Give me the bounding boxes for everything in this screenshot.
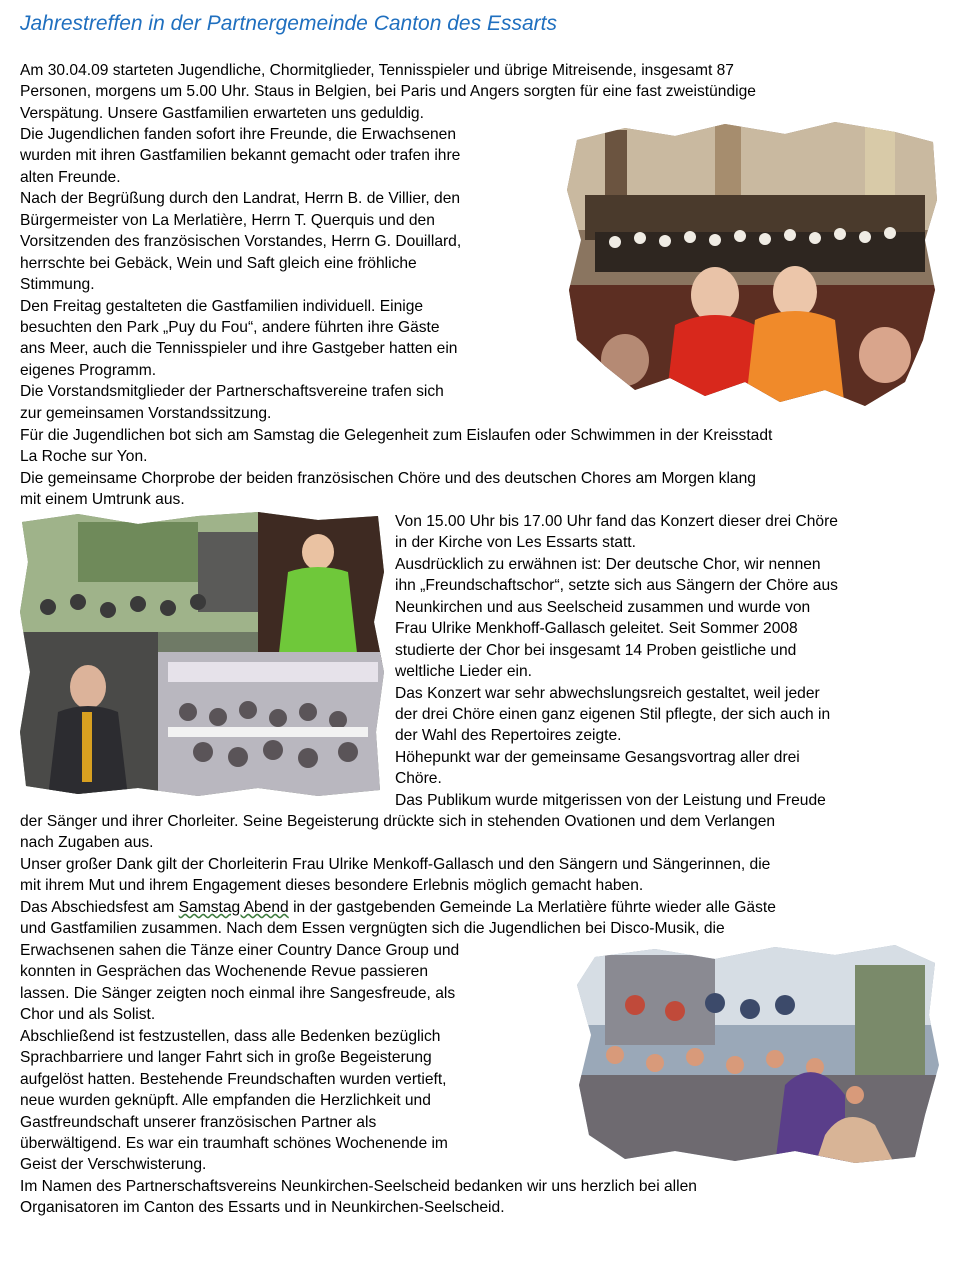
text-line: der drei Chöre einen ganz eigenen Stil pflegte, der sich auch in [395, 705, 831, 723]
text-line: Die gemeinsame Chorprobe der beiden französischen Chöre und des deutschen Chores am Morgen klang [20, 469, 756, 487]
text-line: Für die Jugendlichen bot sich am Samstag die Gelegenheit zum Eislaufen oder Schwimmen in der Kreisstadt [20, 427, 773, 444]
text-line [20, 897, 940, 918]
text-line: Die Vorstandsmitglieder der Partnerschaftsvereine trafen sich [20, 383, 444, 401]
text-line: besuchten den Park „Puy du Fou“, andere führten ihre Gäste [20, 318, 440, 336]
text-line: ihn „Freundschaftschor“, setzte sich aus Sängern der Chöre aus [395, 577, 838, 595]
text-line: und Gastfamilien zusammen. Nach dem Essen vergnügten sich die Jugendlichen bei Disco-Musik, die [20, 920, 725, 938]
text-line: Ausdrücklich zu erwähnen ist: Der deutsche Chor, wir nennen [395, 555, 821, 573]
text-line: weltliche Lieder ein. [395, 663, 532, 681]
text-line: Die Jugendlichen fanden sofort ihre Freunde, die Erwachsenen [20, 126, 457, 143]
closing-paragraph [20, 1176, 940, 1219]
text-line: La Roche sur Yon. [20, 448, 148, 466]
text-line: Am 30.04.09 starteten Jugendliche, Chormitglieder, Tennisspieler und übrige Mitreisende, insgesamt 87 [20, 62, 734, 79]
event-collage-photo [18, 512, 386, 797]
page-title: Jahrestreffen in der Partnergemeinde Canton des Essarts [20, 12, 557, 35]
text-line: Sprachbarriere und langer Fahrt sich in große Begeisterung [20, 1049, 432, 1067]
text-line: Frau Ulrike Menkhoff-Gallasch geleitet. Seit Sommer 2008 [395, 620, 798, 638]
text-line: Das Publikum wurde mitgerissen von der Leistung und Freude [395, 791, 826, 809]
intro-paragraph [20, 60, 940, 124]
text-line: Im Namen des Partnerschaftsvereins Neunkirchen-Seelscheid bedanken wir uns herzlich bei allen [20, 1178, 697, 1195]
text-line: Vorsitzenden des französischen Vorstandes, Herrn G. Douillard, [20, 233, 462, 251]
text-line: Geist der Verschwisterung. [20, 1156, 207, 1174]
text-line: Von 15.00 Uhr bis 17.00 Uhr fand das Konzert dieser drei Chöre [395, 513, 838, 530]
text-run: Das Abschiedsfest am [20, 899, 179, 916]
text-line: studierte der Chor bei insgesamt 14 Proben geistliche und [395, 641, 797, 659]
text-line: Höhepunkt war der gemeinsame Gesangsvortrag aller drei [395, 748, 800, 766]
text-line: wurden mit ihren Gastfamilien bekannt gemacht oder trafen ihre [20, 147, 461, 165]
text-line: herrschte bei Gebäck, Wein und Saft gleich eine fröhliche [20, 254, 417, 272]
text-line: nach Zugaben aus. [20, 834, 154, 852]
text-line: Unser großer Dank gilt der Chorleiterin Frau Ulrike Menkoff-Gallasch und den Sängern und Sängerinnen, die [20, 855, 771, 873]
text-line: Das Konzert war sehr abwechslungsreich gestaltet, weil jeder [395, 684, 820, 702]
text-line: eigenes Programm. [20, 361, 157, 379]
text-run: in der gastgebenden Gemeinde La Merlatière führte wieder alle Gäste [288, 899, 776, 916]
text-line: Gastfreundschaft unserer französischen Partner als [20, 1113, 377, 1131]
text-line: konnten in Gesprächen das Wochenende Revue passieren [20, 963, 429, 981]
farewell-group-photo [575, 945, 940, 1165]
text-line: Chöre. [395, 770, 442, 788]
text-line: der Wahl des Repertoires zeigte. [395, 727, 622, 745]
text-line: Erwachsenen sahen die Tänze einer Country Dance Group und [20, 942, 460, 959]
text-line: mit einem Umtrunk aus. [20, 491, 185, 509]
text-line: Bürgermeister von La Merlatière, Herrn T. Querquis und den [20, 211, 435, 229]
text-line: Abschließend ist festzustellen, dass alle Bedenken bezüglich [20, 1027, 441, 1045]
evening-paragraph [20, 940, 575, 1176]
text-line: aufgelöst hatten. Bestehende Freundschaften wurden vertieft, [20, 1070, 447, 1088]
concert-paragraph [395, 511, 940, 811]
arrival-paragraph [20, 124, 560, 424]
text-line: Personen, morgens um 5.00 Uhr. Staus in Belgien, bei Paris und Angers sorgten für eine fast zweistündige [20, 83, 756, 101]
text-line: Organisatoren im Canton des Essarts und in Neunkirchen-Seelscheid. [20, 1199, 505, 1217]
text-line: Verspätung. Unsere Gastfamilien erwarteten uns geduldig. [20, 104, 424, 122]
text-line: Nach der Begrüßung durch den Landrat, Herrn B. de Villier, den [20, 190, 461, 208]
saturday-paragraph [20, 425, 940, 511]
text-line: lassen. Die Sänger zeigten noch einmal ihre Sangesfreude, als [20, 984, 456, 1002]
text-line: Neunkirchen und aus Seelscheid zusammen und wurde von [395, 598, 811, 616]
farewell-paragraph [20, 897, 940, 940]
thanks-paragraph [20, 811, 940, 897]
text-line: Chor und als Solist. [20, 1006, 156, 1024]
text-line: zur gemeinsamen Vorstandssitzung. [20, 404, 272, 422]
text-line: überwältigend. Es war ein traumhaft schönes Wochenende im [20, 1134, 448, 1152]
text-line: ans Meer, auch die Tennisspieler und ihre Gastgeber hatten ein [20, 340, 458, 358]
text-line: der Sänger und ihrer Chorleiter. Seine Begeisterung drückte sich in stehenden Ovationen und dem Verlangen [20, 813, 776, 830]
text-line: mit ihrem Mut und ihrem Engagement dieses besondere Erlebnis möglich gemacht haben. [20, 877, 644, 895]
text-line: Den Freitag gestalteten die Gastfamilien individuell. Einige [20, 297, 424, 315]
spellcheck-underlined-text: Samstag Abend [178, 899, 289, 916]
text-line: neue wurden geknüpft. Alle empfanden die Herzlichkeit und [20, 1092, 431, 1110]
text-line: in der Kirche von Les Essarts statt. [395, 534, 636, 552]
choir-concert-photo [565, 120, 940, 410]
text-line: Stimmung. [20, 276, 95, 294]
text-line: alten Freunde. [20, 168, 121, 186]
